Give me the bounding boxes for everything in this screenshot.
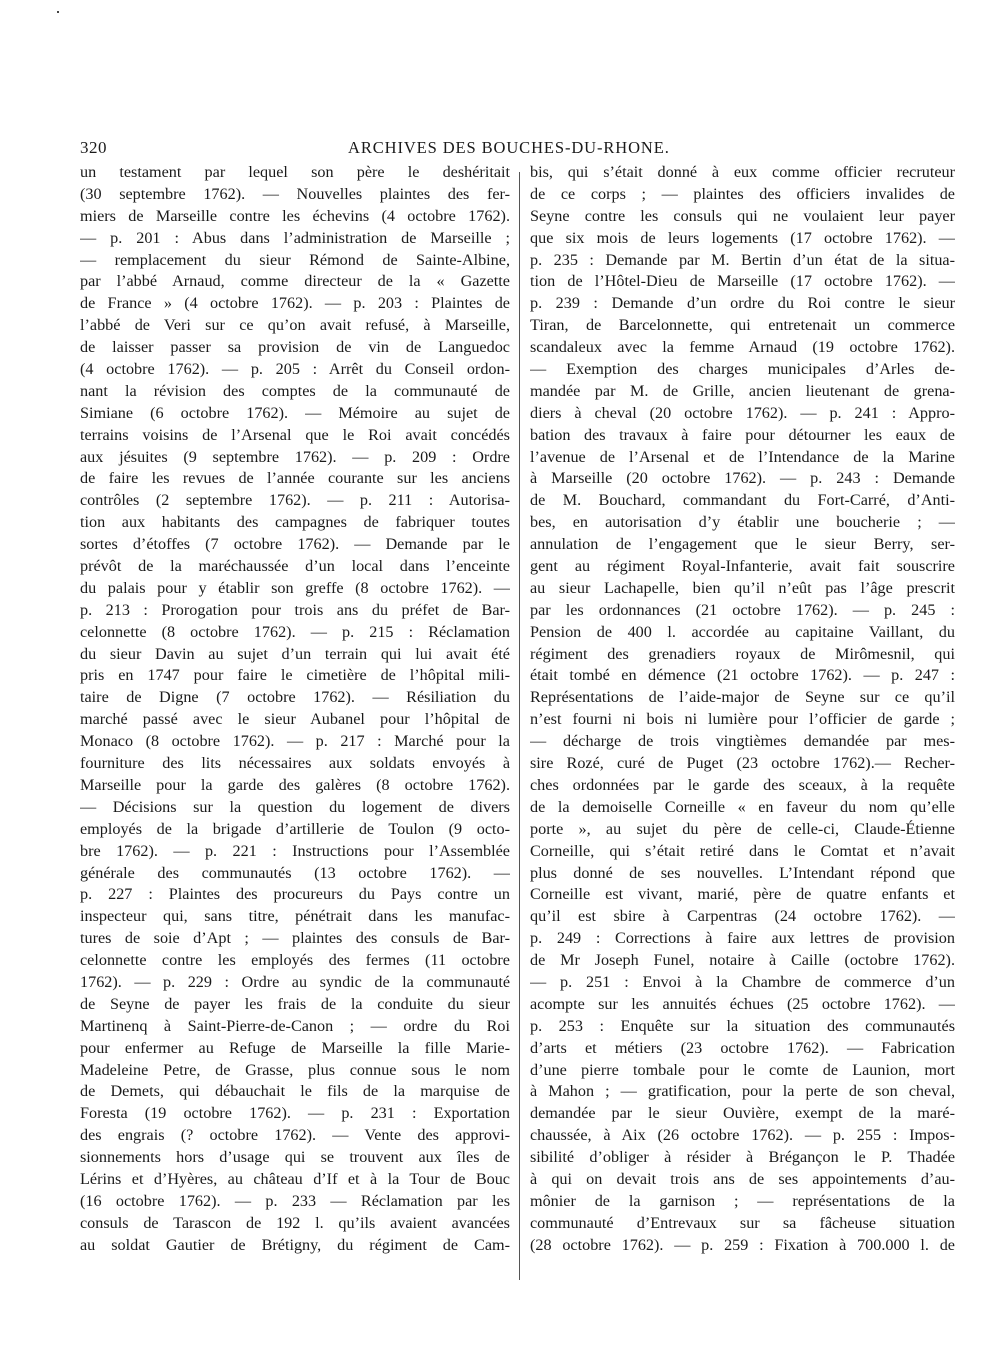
- text-line: gent au régiment Royal-Infanterie, avait fait souscrire: [530, 557, 955, 576]
- text-line: par les ordonnances (21 octobre 1762). — p. 245 :: [530, 600, 955, 619]
- text-line: sibilité d’obliger à résider à Brégançon le P. Thadée: [530, 1148, 955, 1167]
- text-line: Foresta (19 octobre 1762). — p. 231 : Exportation: [80, 1104, 510, 1123]
- text-line: de ce corps ; — plaintes des officiers invalides de: [530, 184, 955, 203]
- text-line: tion de l’Hôtel-Dieu de Marseille (17 octobre 1762). —: [530, 272, 955, 291]
- text-line: — p. 201 : Abus dans l’administration de Marseille ;: [80, 228, 510, 247]
- text-line: p. 253 : Enquête sur la situation des communautés: [530, 1016, 955, 1035]
- text-line: inspecteur qui, sans titre, pénétrait dans les manufac-: [80, 907, 510, 926]
- text-line: du sieur Davin au sujet d’un terrain qui lui avait été: [80, 644, 510, 663]
- text-line: d’une pierre tombale pour le comte de Launion, mort: [530, 1060, 955, 1079]
- page-number: 320: [80, 138, 107, 157]
- text-line: p. 213 : Prorogation pour trois ans du préfet de Bar-: [80, 600, 510, 619]
- text-line: régiment des grenadiers royaux de Mirômesnil, qui: [530, 644, 955, 663]
- text-line: — Décisions sur la question du logement de divers: [80, 797, 510, 816]
- text-line: mônier de la garnison ; — représentations de la: [530, 1191, 955, 1210]
- right-text-column: [530, 162, 955, 1257]
- text-line: marché passé avec le sieur Aubanel pour l’hôpital de: [80, 710, 510, 729]
- text-line: au sieur Lachapelle, bien qu’il n’eût pas l’âge prescrit: [530, 578, 955, 597]
- text-line: pris en 1747 pour faire le cimetière de l’hôpital mili-: [80, 666, 510, 685]
- text-line: 1762). — p. 229 : Ordre au syndic de la communauté: [80, 972, 510, 991]
- text-line: p. 239 : Demande d’un ordre du Roi contre le sieur: [530, 294, 955, 313]
- text-line: de laisser passer sa provision de vin de Languedoc: [80, 338, 510, 357]
- text-line: communauté d’Entrevaux sur sa fâcheuse situation: [530, 1213, 955, 1232]
- text-line: demandée par le sieur Ouvière, exempt de la maré-: [530, 1104, 955, 1123]
- text-line: nant la révision des comptes de la communauté de: [80, 381, 510, 400]
- text-line: l’abbé de Veri sur ce qu’on avait refusé, à Marseille,: [80, 316, 510, 335]
- text-line: à Mahon ; — gratification, pour la perte de son cheval,: [530, 1082, 955, 1101]
- text-line: de Mr Joseph Funel, notaire à Caille (octobre 1762).: [530, 951, 955, 970]
- text-line: (4 octobre 1762). — p. 205 : Arrêt du Conseil ordon-: [80, 360, 510, 379]
- text-line: Tiran, de Barcelonnette, qui entretenait un commerce: [530, 316, 955, 335]
- text-line: à qui on devait trois ans de ses appointements d’au-: [530, 1169, 955, 1188]
- text-line: Martinenq à Saint-Pierre-de-Canon ; — ordre du Roi: [80, 1016, 510, 1035]
- text-line: diers à cheval (20 octobre 1762). — p. 241 : Appro-: [530, 403, 955, 422]
- text-line: Corneille, qui s’était retiré dans le Comtat et n’avait: [530, 841, 955, 860]
- text-line: acompte sur les annuités échues (25 octobre 1762). —: [530, 994, 955, 1013]
- text-line: tion aux habitants des campagnes de fabriquer toutes: [80, 513, 510, 532]
- left-text-column: [80, 162, 510, 1257]
- text-line: sire Rozé, curé de Puget (23 octobre 1762).— Recher-: [530, 754, 955, 773]
- text-line: des engrais (? octobre 1762). — Vente des approvi-: [80, 1126, 510, 1145]
- text-line: de la demoiselle Corneille « en faveur du nom qu’elle: [530, 797, 955, 816]
- text-line: Corneille est vivant, marié, père de quatre enfants et: [530, 885, 955, 904]
- text-line: n’est fourni ni bois ni lumière pour l’officier de garde ;: [530, 710, 955, 729]
- text-line: de Seyne de payer les frais de la conduite du sieur: [80, 994, 510, 1013]
- text-line: de Demets, qui débauchait le fils de la marquise de: [80, 1082, 510, 1101]
- text-line: — décharge de trois vingtièmes demandée par mes-: [530, 732, 955, 751]
- running-title: ARCHIVES DES BOUCHES-DU-RHONE.: [348, 138, 670, 157]
- text-line: générale des communautés (13 octobre 1762). —: [80, 863, 510, 882]
- text-line: un testament par lequel son père le deshéritait: [80, 163, 510, 181]
- text-line: sionnements hors d’usage qui se trouvent aux îles de: [80, 1148, 510, 1167]
- text-line: Madeleine Petre, de Grasse, plus connue sous le nom: [80, 1060, 510, 1079]
- text-line: aux jésuites (9 septembre 1762). — p. 209 : Ordre: [80, 447, 510, 466]
- text-line: celonnette (8 octobre 1762). — p. 215 : Réclamation: [80, 622, 510, 641]
- text-line: de faire les revues de l’année courante sur les anciens: [80, 469, 510, 488]
- text-line: à Marseille (20 octobre 1762). — p. 243 : Demande: [530, 469, 955, 488]
- text-line: l’avenue de l’Arsenal et de l’Intendance de la Marine: [530, 447, 955, 466]
- text-line: bre 1762). — p. 221 : Instructions pour l’Assemblée: [80, 841, 510, 860]
- text-line: p. 235 : Demande par M. Bertin d’un état de la situa-: [530, 250, 955, 269]
- text-line: bes, en autorisation d’y établir une boucherie ; —: [530, 513, 955, 532]
- column-divider: [519, 172, 520, 1280]
- text-line: de M. Bouchard, commandant du Fort-Carré, d’Anti-: [530, 491, 955, 510]
- text-line: (30 septembre 1762). — Nouvelles plaintes des fer-: [80, 184, 510, 203]
- page-header: [80, 134, 955, 160]
- text-line: — Exemption des charges municipales d’Arles de-: [530, 360, 955, 379]
- text-line: scandaleux avec la femme Arnaud (19 octobre 1762).: [530, 338, 955, 357]
- text-line: Représentations de l’aide-major de Seyne sur ce qu’il: [530, 688, 955, 707]
- text-line: sortes d’étoffes (7 octobre 1762). — Demande par le: [80, 535, 510, 554]
- text-line: Lérins et d’Hyères, au château d’If et à la Tour de Bouc: [80, 1169, 510, 1188]
- text-line: miers de Marseille contre les échevins (4 octobre 1762).: [80, 206, 510, 225]
- text-line: terrains voisins de l’Arsenal que le Roi avait concédés: [80, 425, 510, 444]
- text-line: mandée par M. de Grille, ancien lieutenant de grena-: [530, 381, 955, 400]
- text-line: tures de soie d’Apt ; — plaintes des consuls de Bar-: [80, 929, 510, 948]
- text-line: Simiane (6 octobre 1762). — Mémoire au sujet de: [80, 403, 510, 422]
- text-line: prévôt de la maréchaussée d’un local dans l’enceinte: [80, 557, 510, 576]
- text-line: plus donné de ses nouvelles. L’Intendant répond que: [530, 863, 955, 882]
- text-line: bis, qui s’était donné à eux comme officier recruteur: [530, 163, 955, 181]
- text-line: taire de Digne (7 octobre 1762). — Résiliation du: [80, 688, 510, 707]
- text-line: (16 octobre 1762). — p. 233 — Réclamation par les: [80, 1191, 510, 1210]
- text-line: p. 249 : Corrections à faire aux lettres de provision: [530, 929, 955, 948]
- text-line: Monaco (8 octobre 1762). — p. 217 : Marché pour la: [80, 732, 510, 751]
- text-line: — remplacement du sieur Rémond de Sainte-Albine,: [80, 250, 510, 269]
- text-line: Marseille pour la garde des galères (8 octobre 1762).: [80, 775, 510, 794]
- text-line: p. 227 : Plaintes des procureurs du Pays contre un: [80, 885, 510, 904]
- text-line: porte », au sujet du père de celle-ci, Claude-Étienne: [530, 819, 955, 838]
- text-line: du palais pour y établir son greffe (8 octobre 1762). —: [80, 578, 510, 597]
- text-line: fourniture des lits nécessaires aux soldats envoyés à: [80, 754, 510, 773]
- text-line: par l’abbé Arnaud, comme directeur de la « Gazette: [80, 272, 510, 291]
- text-line: était tombé en démence (21 octobre 1762). — p. 247 :: [530, 666, 955, 685]
- text-line: chaussée, à Aix (26 octobre 1762). — p. 255 : Impos-: [530, 1126, 955, 1145]
- text-line: pour enfermer au Refuge de Marseille la fille Marie-: [80, 1038, 510, 1057]
- text-line: consuls de Tarascon de 192 l. qu’ils avaient avancées: [80, 1213, 510, 1232]
- text-line: celonnette contre les employés des fermes (11 octobre: [80, 951, 510, 970]
- text-line: contrôles (2 septembre 1762). — p. 211 : Autorisa-: [80, 491, 510, 510]
- text-line: ches ordonnées par le garde des sceaux, à la requête: [530, 775, 955, 794]
- text-line: annulation de l’engagement que le sieur Berry, ser-: [530, 535, 955, 554]
- text-line: bation des travaux à faire pour détourner les eaux de: [530, 425, 955, 444]
- text-line: que six mois de leurs logements (17 octobre 1762). —: [530, 228, 955, 247]
- text-line: d’arts et métiers (23 octobre 1762). — Fabrication: [530, 1038, 955, 1057]
- text-line: au soldat Gautier de Brétigny, du régiment de Cam-: [80, 1235, 510, 1254]
- text-line: qu’il est sbire à Carpentras (24 octobre 1762). —: [530, 907, 955, 926]
- text-line: (28 octobre 1762). — p. 259 : Fixation à 700.000 l. de: [530, 1235, 955, 1254]
- text-line: employés de la brigade d’artillerie de Toulon (9 octo-: [80, 819, 510, 838]
- text-line: de France » (4 octobre 1762). — p. 203 : Plaintes de: [80, 294, 510, 313]
- speck-mark: [57, 11, 59, 13]
- text-line: Pension de 400 l. accordée au capitaine Vaillant, du: [530, 622, 955, 641]
- text-line: Seyne contre les consuls qui ne voulaient leur payer: [530, 206, 955, 225]
- text-line: — p. 251 : Envoi à la Chambre de commerce d’un: [530, 972, 955, 991]
